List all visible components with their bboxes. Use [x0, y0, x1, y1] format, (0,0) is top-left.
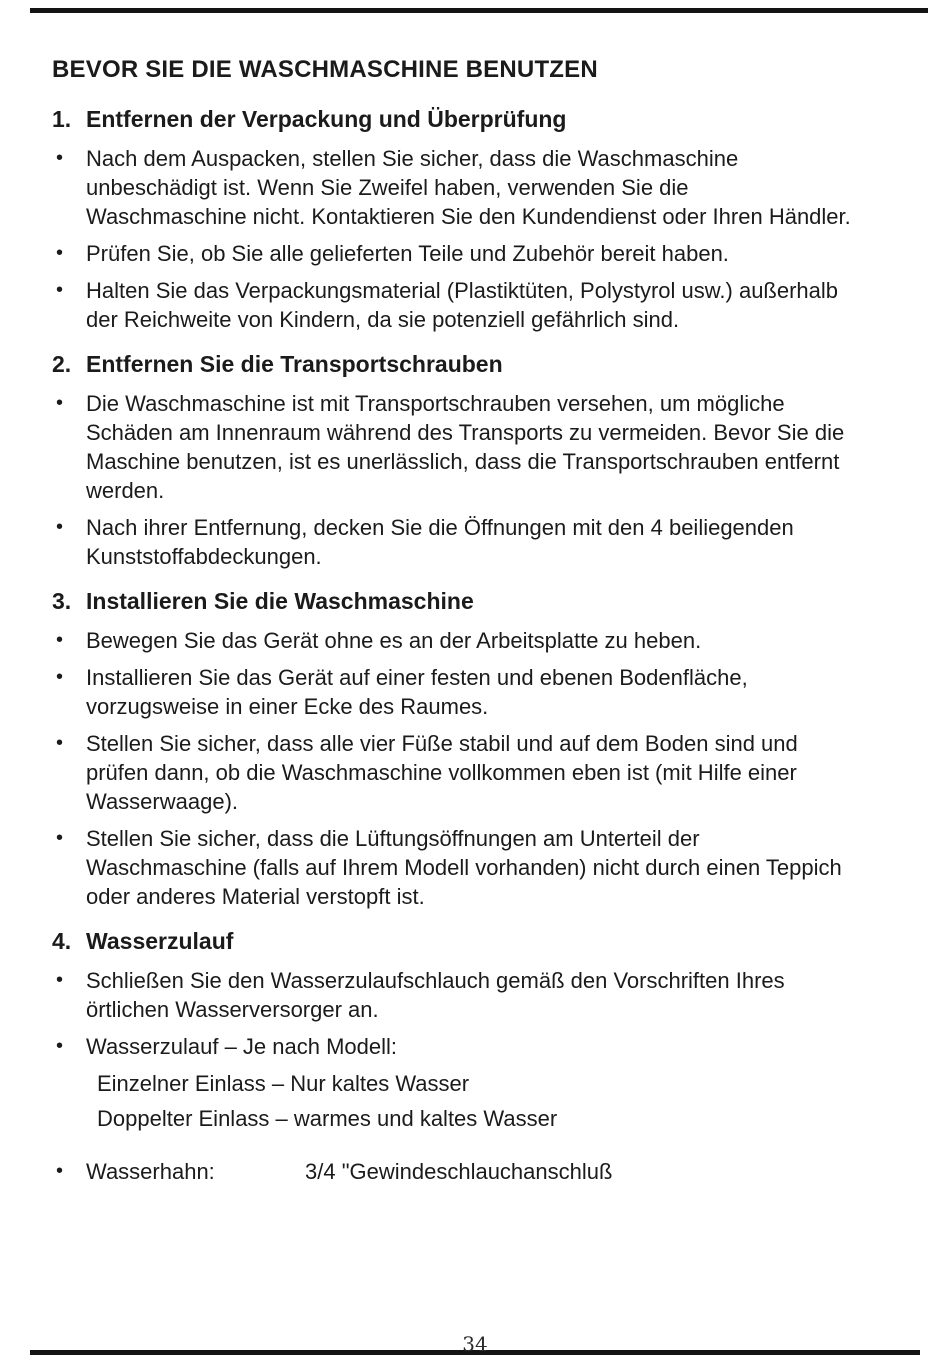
text-line: Schäden am Innenraum während des Transports zu vermeiden. Bevor Sie die [86, 420, 845, 445]
list-item-text [86, 824, 907, 911]
text-line: Wasserzulauf – Je nach Modell: [86, 1034, 397, 1059]
list-item [52, 729, 907, 816]
section-unpacking [52, 105, 907, 334]
list-item-text [86, 513, 907, 571]
text-line: der Reichweite von Kindern, da sie potenziell gefährlich sind. [86, 307, 680, 332]
bullet-icon: • [56, 827, 64, 849]
inlet-option-double: Doppelter Einlass – warmes und kaltes Wasser [97, 1106, 558, 1131]
section-heading-label: Entfernen Sie die Transportschrauben [86, 351, 503, 377]
text-line: Stellen Sie sicher, dass die Lüftungsöffnungen am Unterteil der [86, 826, 700, 851]
bullet-icon: • [56, 629, 64, 651]
text-line: Waschmaschine (falls auf Ihrem Modell vorhanden) nicht durch einen Teppich [86, 855, 842, 880]
text-line: Kunststoffabdeckungen. [86, 544, 322, 569]
text-line: Bewegen Sie das Gerät ohne es an der Arbeitsplatte zu heben. [86, 628, 702, 653]
list-item [52, 513, 907, 571]
bullet-icon: • [56, 147, 64, 169]
section-transport-screws [52, 350, 907, 571]
bullet-icon: • [56, 279, 64, 301]
section-heading-label: Wasserzulauf [86, 928, 234, 954]
text-line: Maschine benutzen, ist es unerlässlich, dass die Transportschrauben entfernt [86, 449, 840, 474]
scan-border-top-bar [30, 8, 928, 13]
text-line: vorzugsweise in einer Ecke des Raumes. [86, 694, 489, 719]
section-water-inlet [52, 927, 907, 1186]
text-line: örtlichen Wasserversorger an. [86, 997, 379, 1022]
list-item-water-tap [52, 1157, 907, 1186]
list-item [52, 144, 907, 231]
text-line: prüfen dann, ob die Waschmaschine vollkommen eben ist (mit Hilfe einer [86, 760, 797, 785]
water-tap-label: Wasserhahn: [86, 1159, 215, 1184]
list-item-text [86, 729, 907, 816]
page-title: BEVOR SIE DIE WASCHMASCHINE BENUTZEN [52, 56, 598, 83]
page-number: 34 [462, 1332, 488, 1356]
section-heading [52, 587, 907, 616]
text-line: werden. [86, 478, 165, 503]
text-line: Nach dem Auspacken, stellen Sie sicher, dass die Waschmaschine [86, 146, 739, 171]
text-line: Stellen Sie sicher, dass alle vier Füße stabil und auf dem Boden sind und [86, 731, 798, 756]
bullet-icon: • [56, 732, 64, 754]
bullet-icon: • [56, 666, 64, 688]
text-line: Die Waschmaschine ist mit Transportschrauben versehen, um mögliche [86, 391, 785, 416]
section-number: 1. [52, 106, 72, 132]
text-line: Nach ihrer Entfernung, decken Sie die Öffnungen mit den 4 beiliegenden [86, 515, 794, 540]
list-item [52, 239, 907, 268]
bullet-icon: • [56, 242, 64, 264]
text-line: Waschmaschine nicht. Kontaktieren Sie den Kundendienst oder Ihren Händler. [86, 204, 851, 229]
section-heading [52, 350, 907, 379]
inlet-option-single: Einzelner Einlass – Nur kaltes Wasser [97, 1071, 470, 1096]
list-item-text [86, 389, 907, 505]
list-item [52, 966, 907, 1024]
section-installation [52, 587, 907, 911]
section-heading [52, 927, 907, 956]
text-line: oder anderes Material verstopft ist. [86, 884, 425, 909]
bullet-icon: • [56, 969, 64, 991]
list-item-text [86, 626, 907, 655]
text-line: Halten Sie das Verpackungsmaterial (Plastiktüten, Polystyrol usw.) außerhalb [86, 278, 839, 303]
bullet-icon: • [56, 1160, 64, 1182]
list-item [52, 663, 907, 721]
list-item [52, 1032, 907, 1061]
text-line: unbeschädigt ist. Wenn Sie Zweifel haben, verwenden Sie die [86, 175, 689, 200]
list-item [52, 276, 907, 334]
section-heading-label: Installieren Sie die Waschmaschine [86, 588, 474, 614]
bullet-icon: • [56, 392, 64, 414]
section-number: 2. [52, 351, 72, 377]
list-item-text [86, 966, 907, 1024]
list-item [52, 389, 907, 505]
list-item-text [86, 1157, 907, 1186]
section-heading [52, 105, 907, 134]
text-line: Prüfen Sie, ob Sie alle gelieferten Teile und Zubehör bereit haben. [86, 241, 729, 266]
section-heading-label: Entfernen der Verpackung und Überprüfung [86, 106, 567, 132]
text-line: Schließen Sie den Wasserzulaufschlauch gemäß den Vorschriften Ihres [86, 968, 785, 993]
section-number: 4. [52, 928, 72, 954]
list-item-text [86, 144, 907, 231]
section-number: 3. [52, 588, 72, 614]
list-item-text [86, 239, 907, 268]
bullet-icon: • [56, 516, 64, 538]
manual-page [52, 55, 907, 1186]
list-item-text [86, 663, 907, 721]
text-line: Wasserwaage). [86, 789, 239, 814]
bullet-icon: • [56, 1035, 64, 1057]
list-item [52, 626, 907, 655]
text-line: Installieren Sie das Gerät auf einer festen und ebenen Bodenfläche, [86, 665, 748, 690]
list-item [52, 824, 907, 911]
list-item-text [86, 1032, 907, 1061]
list-item-text [86, 276, 907, 334]
water-tap-value: 3/4 "Gewindeschlauchanschluß [305, 1159, 613, 1184]
